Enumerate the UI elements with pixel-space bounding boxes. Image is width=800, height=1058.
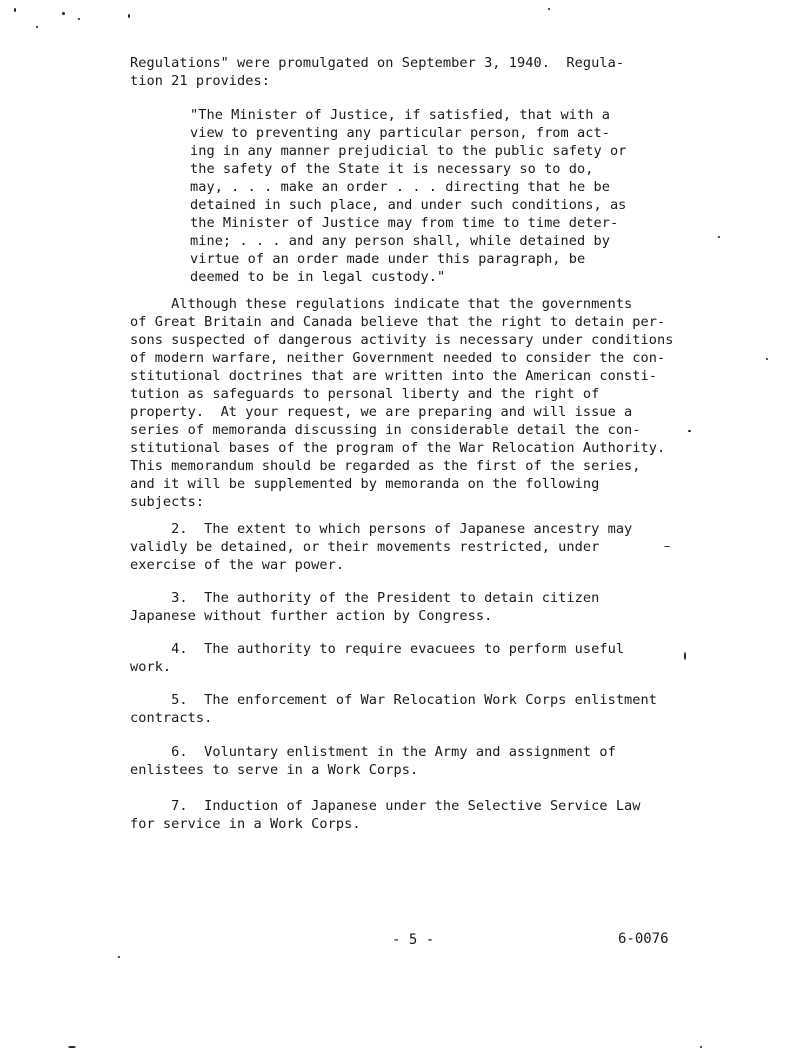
item-line: validly be detained, or their movements restricted, under	[130, 539, 600, 555]
item-line: contracts.	[130, 710, 213, 726]
body-line: of Great Britain and Canada believe that the right to detain per-	[130, 314, 666, 330]
item-line: 5. The enforcement of War Relocation Work Corps enlistment	[130, 692, 657, 708]
body-line: Although these regulations indicate that the governments	[130, 296, 633, 312]
body-line: stitutional doctrines that are written into the American consti-	[130, 368, 657, 384]
scan-speck	[36, 26, 38, 28]
scan-speck	[700, 1046, 702, 1048]
item-line: Japanese without further action by Congress.	[130, 608, 493, 624]
quote-line: mine; . . . and any person shall, while detained by	[190, 233, 610, 249]
quote-line: view to preventing any particular person, from act-	[190, 125, 610, 141]
scan-speck	[128, 14, 130, 18]
scan-speck	[14, 8, 16, 12]
scan-speck	[68, 1046, 76, 1048]
item-line: work.	[130, 659, 172, 675]
quote-line: detained in such place, and under such conditions, as	[190, 197, 627, 213]
scan-speck	[118, 956, 120, 958]
body-line: subjects:	[130, 494, 205, 510]
scan-speck	[78, 18, 80, 20]
item-line: 7. Induction of Japanese under the Selective Service Law	[130, 798, 641, 814]
quote-line: virtue of an order made under this paragraph, be	[190, 251, 586, 267]
intro-line: Regulations" were promulgated on September 3, 1940. Regula-	[130, 55, 625, 71]
scan-speck	[688, 430, 691, 432]
scan-speck	[684, 652, 686, 660]
quote-line: "The Minister of Justice, if satisfied, that with a	[190, 107, 610, 123]
body-line: property. At your request, we are preparing and will issue a	[130, 404, 633, 420]
document-id: 6-0076	[618, 931, 669, 947]
scan-speck	[718, 236, 720, 238]
item-line: 3. The authority of the President to detain citizen	[130, 590, 600, 606]
item-line: enlistees to serve in a Work Corps.	[130, 762, 419, 778]
intro-line: tion 21 provides:	[130, 73, 270, 89]
body-line: This memorandum should be regarded as the first of the series,	[130, 458, 641, 474]
quote-line: deemed to be in legal custody."	[190, 269, 446, 285]
scan-speck	[62, 12, 65, 15]
quote-line: ing in any manner prejudicial to the public safety or	[190, 143, 627, 159]
body-line: sons suspected of dangerous activity is necessary under conditions	[130, 332, 674, 348]
quote-line: the Minister of Justice may from time to time deter-	[190, 215, 619, 231]
item-line: 6. Voluntary enlistment in the Army and assignment of	[130, 744, 616, 760]
item-line: for service in a Work Corps.	[130, 816, 361, 832]
body-line: stitutional bases of the program of the War Relocation Authority.	[130, 440, 666, 456]
quote-line: may, . . . make an order . . . directing that he be	[190, 179, 610, 195]
page-number: - 5 -	[392, 932, 435, 948]
scan-speck	[548, 8, 550, 10]
body-line: and it will be supplemented by memoranda on the following	[130, 476, 600, 492]
body-line: series of memoranda discussing in considerable detail the con-	[130, 422, 641, 438]
item-line: 2. The extent to which persons of Japanese ancestry may	[130, 521, 633, 537]
item-line: exercise of the war power.	[130, 557, 345, 573]
scan-speck	[664, 546, 670, 547]
body-line: tution as safeguards to personal liberty and the right of	[130, 386, 600, 402]
body-line: of modern warfare, neither Government needed to consider the con-	[130, 350, 666, 366]
scan-speck	[766, 358, 768, 360]
item-line: 4. The authority to require evacuees to perform useful	[130, 641, 625, 657]
quote-line: the safety of the State it is necessary so to do,	[190, 161, 594, 177]
